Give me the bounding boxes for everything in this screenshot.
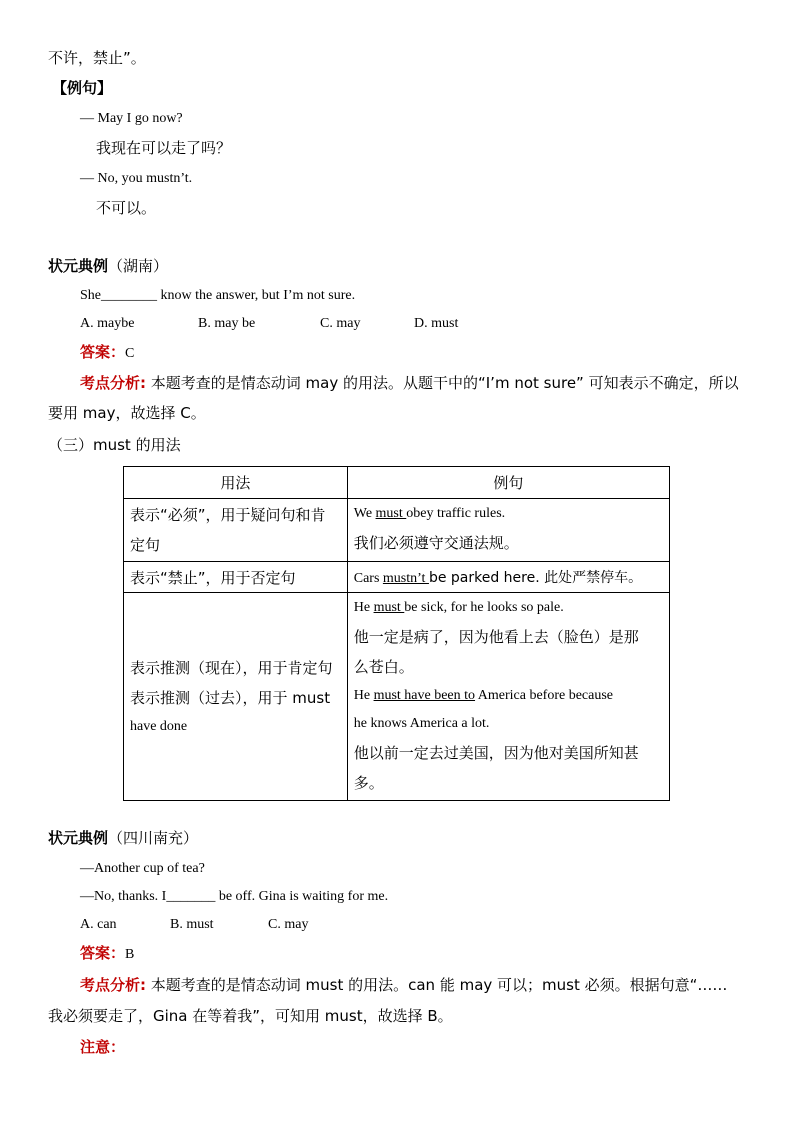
row1-ex-post: obey traffic rules. (406, 506, 506, 521)
row3-usage-line1: 表示推测（现在），用于肯定句 (130, 658, 333, 677)
row3-usage (124, 593, 348, 801)
case2-blank: _______ (166, 889, 216, 904)
dialog1-answer-zh: 不可以。 (96, 199, 157, 217)
row3-ex2-zh-line2: 多。 (353, 774, 384, 792)
row3-ex1-pre: He (353, 600, 374, 615)
case1-options (80, 317, 458, 331)
case2-option-b: B. must (170, 917, 214, 932)
row3-ex2-line2: he knows America a lot. (353, 716, 490, 731)
row3-ex1-zh-line2: 么苍白。 (353, 658, 414, 676)
case1-analysis-line1 (80, 376, 739, 391)
row2-ex-underlined: mustn’t (382, 571, 429, 586)
case2-line2-pre: —No, thanks. I (80, 889, 167, 904)
case2-analysis-label: 考点分析: (80, 976, 146, 994)
row3-ex1-underlined: must (373, 600, 405, 615)
case2-options (80, 918, 308, 932)
case2-line1: —Another cup of tea? (80, 861, 205, 876)
row1-example-en (354, 500, 663, 528)
case1-answer-value: C (125, 346, 135, 361)
dialog1-answer-en: — No, you mustn’t. (80, 171, 193, 186)
row3-ex2-en (354, 682, 663, 710)
row3-example (347, 593, 669, 801)
case2-region: （四川南充） (108, 829, 199, 847)
case1-region: （湖南） (108, 257, 169, 275)
row1-ex-pre: We (353, 506, 376, 521)
table-row (124, 499, 670, 562)
row2-example (347, 562, 669, 593)
row3-ex1-en (354, 594, 663, 622)
case1-analysis-line2: 要用 may，故选择 C。 (48, 404, 206, 422)
example-heading: 【例句】 (52, 79, 113, 97)
row1-example-zh: 我们必须遵守交通法规。 (353, 534, 519, 552)
case2-analysis-text1: 本题考查的是情态动词 must 的用法。can 能 may 可以；must 必须。根据句意“…… (146, 976, 728, 994)
case1-title: 状元典例 (48, 257, 109, 275)
case1-analysis-label: 考点分析: (80, 374, 146, 392)
row3-ex2-underlined: must have been to (373, 688, 476, 703)
case2-answer (80, 946, 134, 962)
case2-heading (48, 831, 198, 846)
case2-answer-label: 答案： (80, 944, 126, 962)
case1-option-a: A. maybe (80, 316, 135, 331)
table-row (124, 562, 670, 593)
case2-line2 (80, 890, 388, 904)
case1-answer-label: 答案： (80, 343, 126, 361)
row1-usage-line1: 表示“必须”，用于疑问句和肯 (130, 506, 326, 524)
case1-option-d: D. must (414, 316, 459, 331)
case1-stem-post: know the answer, but I’m not sure. (157, 288, 356, 303)
case1-analysis-text1: 本题考查的是情态动词 may 的用法。从题干中的“I’m not sure” 可知表示不确定，所以 (146, 374, 739, 392)
row3-ex2-pre: He (353, 688, 374, 703)
case2-analysis-line2: 我必须要走了，Gina 在等着我”，可知用 must，故选择 B。 (48, 1007, 453, 1025)
row1-usage-line2: 定句 (130, 536, 161, 554)
case2-option-a: A. can (80, 917, 117, 932)
header-example: 例句 (347, 467, 669, 499)
case2-answer-value: B (125, 947, 135, 962)
row2-ex-pre: Cars (353, 571, 383, 586)
row3-ex1-post: be sick, for he looks so pale. (404, 600, 564, 615)
case1-option-c: C. may (320, 316, 361, 331)
row2-usage: 表示“禁止”，用于否定句 (124, 562, 348, 593)
case1-answer (80, 345, 134, 361)
case1-option-b: B. may be (198, 316, 256, 331)
row1-usage (124, 499, 348, 562)
case1-blank: ________ (101, 288, 157, 303)
row3-usage-line3: have done (130, 718, 188, 734)
case2-title: 状元典例 (48, 829, 109, 847)
table-header-row (124, 467, 670, 499)
row3-ex1-zh-line1: 他一定是病了，因为他看上去（脸色）是那 (353, 628, 639, 646)
case1-heading (48, 259, 168, 274)
intro-line: 不许，禁止”。 (48, 49, 146, 67)
case1-stem (80, 289, 355, 303)
table-row (124, 593, 670, 801)
row3-ex2-zh-line1: 他以前一定去过美国，因为他对美国所知甚 (353, 744, 639, 762)
case2-line2-post: be off. Gina is waiting for me. (215, 889, 389, 904)
row3-usage-line2: 表示推测（过去），用于 must (130, 688, 331, 707)
dialog1-question-zh: 我现在可以走了吗？ (96, 139, 232, 157)
row3-ex2-post: America before because (475, 688, 614, 703)
must-usage-table (123, 466, 670, 801)
case1-stem-pre: She (80, 288, 101, 303)
section3-title: （三）must 的用法 (48, 436, 181, 454)
dialog1-question-en: — May I go now? (80, 111, 183, 126)
row1-ex-underlined: must (375, 506, 407, 521)
header-usage: 用法 (124, 467, 348, 499)
row1-example (347, 499, 669, 562)
case2-option-c: C. may (268, 917, 309, 932)
case2-note-label: 注意： (80, 1038, 126, 1056)
case2-analysis-line1 (80, 978, 727, 993)
row2-ex-post: be parked here. 此处严禁停车。 (428, 570, 643, 586)
